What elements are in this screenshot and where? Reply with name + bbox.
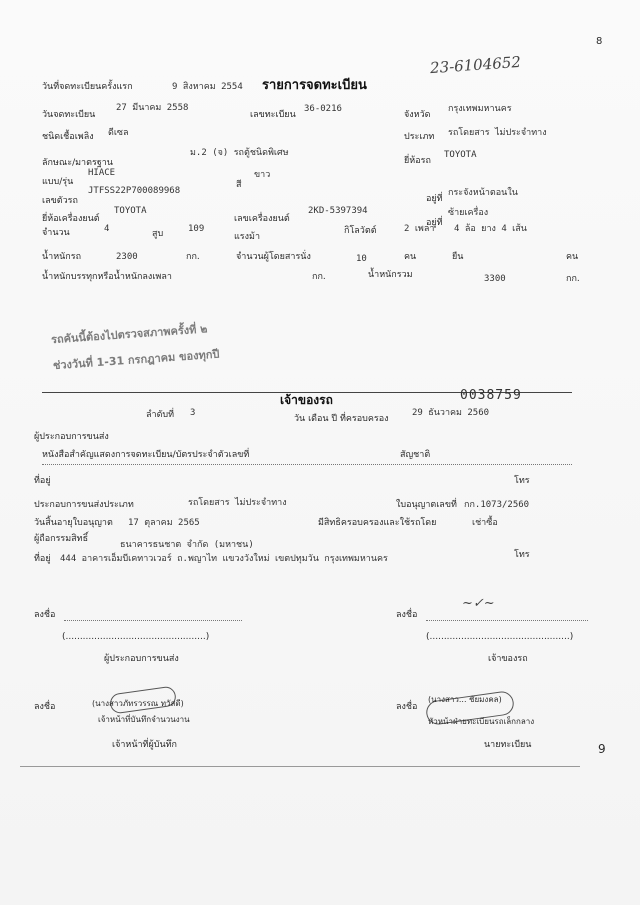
chassis-number: JTFSS22P700089968 [88, 186, 181, 196]
cylinders: 4 [104, 224, 110, 234]
reg-date: 27 มีนาคม 2558 [116, 103, 189, 113]
chassis-location: กระจังหน้าตอนใน [448, 188, 518, 198]
phone-label: โทร [514, 476, 530, 486]
load-unit: กก. [312, 272, 326, 282]
serial-number: 0038759 [460, 388, 522, 403]
handwritten-reference: 23-6104652 [429, 52, 522, 78]
document-title: รายการจดทะเบียน [262, 78, 367, 93]
owner-role: เจ้าของรถ [488, 654, 528, 664]
sequence: 3 [190, 408, 196, 418]
registrar-position: หัวหน้าฝ่ายทะเบียนรถเล็กกลาง [428, 717, 535, 726]
province-label: จังหวัด [404, 110, 431, 120]
standing-label: ยืน [452, 252, 464, 262]
document-number-label: หนังสือสำคัญแสดงการจดทะเบียน/บัตรประจำตัวเลขที่ [42, 450, 250, 460]
page-bottom-edge [20, 766, 580, 767]
plate-label: เลขทะเบียน [250, 110, 296, 120]
operator-label: ผู้ประกอบการขนส่ง [34, 432, 109, 442]
total-weight: 3300 [484, 274, 506, 284]
business-type: รถโดยสาร ไม่ประจำทาง [188, 498, 287, 508]
kilowatt-label: กิโลวัตต์ [344, 226, 377, 236]
expiry-label: วันสิ้นอายุใบอนุญาต [34, 518, 113, 528]
operator-name-blank: (.................................................) [62, 632, 210, 642]
vehicle-weight: 2300 [116, 252, 138, 262]
stamp-line-2: ช่วงวันที่ 1-31 กรกฎาคม ของทุกปี [52, 347, 220, 373]
possession-date-label: วัน เดือน ปี ที่ครอบครอง [294, 414, 389, 424]
engine-brand-label: ยี่ห้อเครื่องยนต์ [42, 214, 100, 224]
vehicle-type: รถโดยสาร ไม่ประจำทาง [448, 128, 547, 138]
license-number: กก.1073/2560 [464, 500, 530, 510]
brand: TOYOTA [444, 150, 477, 160]
weight-label: น้ำหนักรถ [42, 252, 82, 262]
engine-location: ซ้ายเครื่อง [448, 208, 489, 218]
color-label: สี [236, 180, 242, 190]
cylinder-unit: สูบ [152, 229, 164, 239]
registrar-name: (นางสาว... ชัยมงคล) [428, 695, 502, 704]
engine-number-label: เลขเครื่องยนต์ [234, 214, 290, 224]
type-label: ประเภท [404, 132, 435, 142]
sign-label-officer: ลงชื่อ [34, 702, 56, 712]
plate-number: 36-0216 [304, 104, 342, 114]
owner-name-blank: (.................................................) [426, 632, 574, 642]
holder: ธนาคารธนชาต จำกัด (มหาชน) [120, 540, 254, 550]
standard: ม.2 (จ) รถตู้ชนิดพิเศษ [190, 148, 289, 158]
officer-role: เจ้าหน้าที่ผู้บันทึก [112, 740, 177, 750]
engine-brand: TOYOTA [114, 206, 147, 216]
owner-section-title: เจ้าของรถ [280, 393, 333, 407]
seats-label: จำนวนผู้โดยสารนั่ง [236, 252, 311, 262]
holder-address-label: ที่อยู่ [34, 554, 51, 564]
holder-address: 444 อาคารเอ็มบีเคทาวเวอร์ ถ.พญาไท แขวงวังใหม่ เขตปทุมวัน กรุงเทพมหานคร [60, 554, 388, 564]
first-reg-label: วันที่จดทะเบียนครั้งแรก [42, 82, 133, 92]
holder-label: ผู้ถือกรรมสิทธิ์ [34, 534, 89, 544]
sign-label-operator: ลงชื่อ [34, 610, 56, 620]
officer-position: เจ้าหน้าที่บันทึกจำนวนงาน [98, 715, 190, 724]
sequence-label: ลำดับที่ [146, 410, 175, 420]
business-type-label: ประกอบการขนส่งประเภท [34, 500, 134, 510]
chassis-location-label: อยู่ที่ [426, 194, 443, 204]
standard-label: ลักษณะ/มาตรฐาน [42, 158, 113, 168]
sign-label-owner: ลงชื่อ [396, 610, 418, 620]
address-label: ที่อยู่ [34, 476, 51, 486]
weight-unit: กก. [186, 252, 200, 262]
load-label: น้ำหนักบรรทุกหรือน้ำหนักลงเพลา [42, 272, 172, 282]
engine-number: 2KD-5397394 [308, 206, 368, 216]
first-reg-date: 9 สิงหาคม 2554 [172, 82, 243, 92]
color: ขาว [254, 170, 271, 180]
chassis-label: เลขตัวรถ [42, 196, 78, 206]
fuel-label: ชนิดเชื้อเพลิง [42, 132, 94, 142]
brand-label: ยี่ห้อรถ [404, 156, 431, 166]
page-number-top: 8 [596, 36, 603, 47]
inspection-stamp [50, 314, 288, 382]
fuel: ดีเซล [108, 128, 129, 138]
rights-label: มีสิทธิครอบครองและใช้รถโดย [318, 518, 437, 528]
rights: เช่าซื้อ [472, 518, 498, 528]
axles: 2 เพลา [404, 224, 435, 234]
engine-location-label: อยู่ที่ [426, 218, 443, 228]
standing-unit: คน [566, 252, 579, 262]
stamp-line-1: รถคันนี้ต้องไปตรวจสภาพครั้งที่ ๒ [50, 322, 208, 347]
nationality-label: สัญชาติ [400, 450, 431, 460]
total-weight-label: น้ำหนักรวม [368, 270, 413, 280]
officer-name: (นางสาวภัทรวรรณ ทวัสดี) [92, 699, 184, 708]
province: กรุงเทพมหานคร [448, 104, 512, 114]
quantity-label: จำนวน [42, 228, 70, 238]
page-number-bottom: 9 [598, 742, 606, 756]
dotted-line [42, 464, 572, 465]
cc-value: 109 [188, 224, 205, 234]
registrar-role: นายทะเบียน [484, 740, 532, 750]
seats-unit: คน [404, 252, 417, 262]
license-label: ใบอนุญาตเลขที่ [396, 500, 457, 510]
model: HIACE [88, 168, 116, 178]
possession-date: 29 ธันวาคม 2560 [412, 408, 490, 418]
operator-role: ผู้ประกอบการขนส่ง [104, 654, 179, 664]
holder-phone-label: โทร [514, 550, 530, 560]
reg-date-label: วันจดทะเบียน [42, 110, 96, 120]
seats: 10 [356, 254, 367, 264]
sign-label-registrar: ลงชื่อ [396, 702, 418, 712]
wheels-tyres: 4 ล้อ ยาง 4 เส้น [454, 224, 527, 234]
horsepower-label: แรงม้า [234, 232, 261, 242]
license-expiry: 17 ตุลาคม 2565 [128, 518, 200, 528]
signature-line [64, 620, 242, 621]
total-weight-unit: กก. [566, 274, 580, 284]
signature-line [426, 620, 588, 621]
owner-signature-icon: ~✓~ [462, 596, 495, 611]
model-label: แบบ/รุ่น [42, 177, 74, 187]
